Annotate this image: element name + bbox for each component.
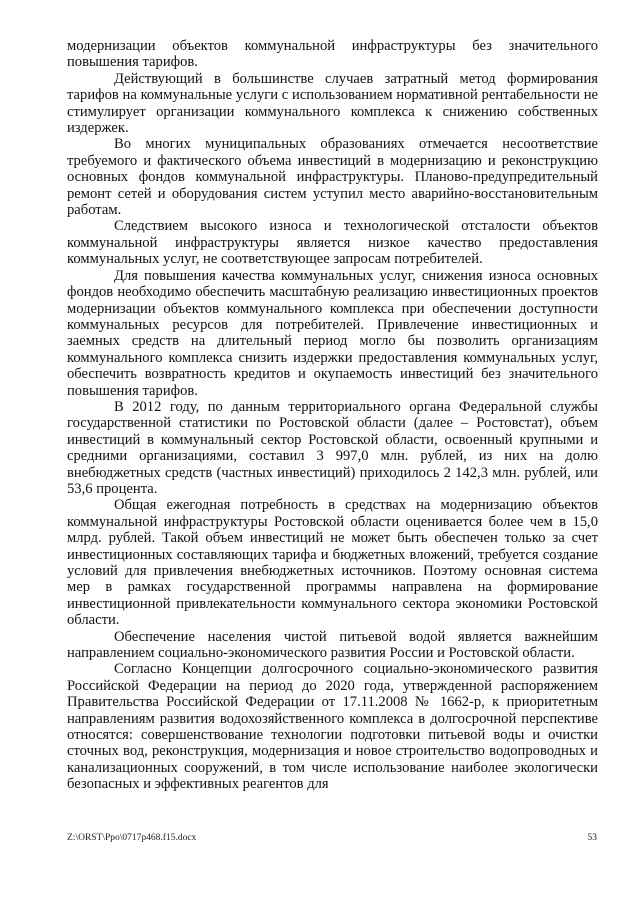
paragraph-drinking-water: Обеспечение населения чистой питьевой водой является важнейшим направлением социально-экономического развития России и Ростовской области. [67,628,598,662]
paragraph-tariff-method: Действующий в большинстве случаев затратный метод формирования тарифов на коммунальные услуги с использованием нормативной рентабельности не стимулирует организации коммунального комплекса к снижению собственных издержек. [67,70,598,137]
paragraph-investment-mismatch: Во многих муниципальных образованиях отмечается несоответствие требуемого и фактического объема инвестиций в модернизацию и реконструкцию основных фондов коммунальной инфраструктуры. Планово-предупредительный ремонт сетей и оборудования систем уступил место аварийно-восстановительным работам. [67,136,598,219]
document-body [67,38,598,793]
footer-file-path: Z:\ORST\Ppo\0717p468.f15.docx [67,833,197,843]
paragraph-annual-need: Общая ежегодная потребность в средствах на модернизацию объектов коммунальной инфраструктуры Ростовской области оценивается более чем в 15,0 млрд. рублей. Такой объем инвестиций не может быть обеспечен только за счет инвестиционных составляющих тарифа и бюджетных вложений, требуется создание условий для привлечения внебюджетных источников. Поэтому основная система мер в рамках государственной программы направлена на формирование инвестиционной привлекательности коммунального сектора экономики Ростовской области. [67,497,598,629]
paragraph-service-quality: Следствием высокого износа и технологической отсталости объектов коммунальной инфраструктуры является низкое качество предоставления коммунальных услуг, не соответствующее запросам потребителей. [67,218,598,268]
paragraph-continuation: модернизации объектов коммунальной инфраструктуры без значительного повышения тарифов. [67,38,598,71]
footer-page-number: 53 [587,833,597,843]
paragraph-2012-statistics: В 2012 году, по данным территориального органа Федеральной службы государственной статистики по Ростовской области (далее – Ростовстат), объем инвестиций в коммунальный сектор Ростовской области, освоенный крупными и средними организациями, составил 3 997,0 млн. рублей, из них на долю внебюджетных средств (частных инвестиций) приходилось 2 142,3 млн. рублей, или 53,6 процента. [67,398,598,497]
paragraph-investment-projects: Для повышения качества коммунальных услуг, снижения износа основных фондов необходимо обеспечить масштабную реализацию инвестиционных проектов модернизации объектов коммунального комплекса при обеспечении доступности коммунальных ресурсов для потребителей. Привлечение инвестиционных и заемных средств на длительный период могло бы позволить организациям коммунального комплекса снизить издержки предоставления коммунальных услуг, обеспечить возвратность кредитов и окупаемость инвестиций без значительного повышения тарифов. [67,267,598,399]
paragraph-concept-2020: Согласно Концепции долгосрочного социально-экономического развития Российской Федерации на период до 2020 года, утвержденной распоряжением Правительства Российской Федерации от 17.11.2008 № 1662-р, к приоритетным направлениям развития водохозяйственного комплекса в долгосрочной перспективе относятся: совершенствование технологии подготовки питьевой воды и очистки сточных вод, реконструкция, модернизация и новое строительство водопроводных и канализационных сооружений, в том числе использование наиболее экологически безопасных и эффективных реагентов для [67,661,598,793]
